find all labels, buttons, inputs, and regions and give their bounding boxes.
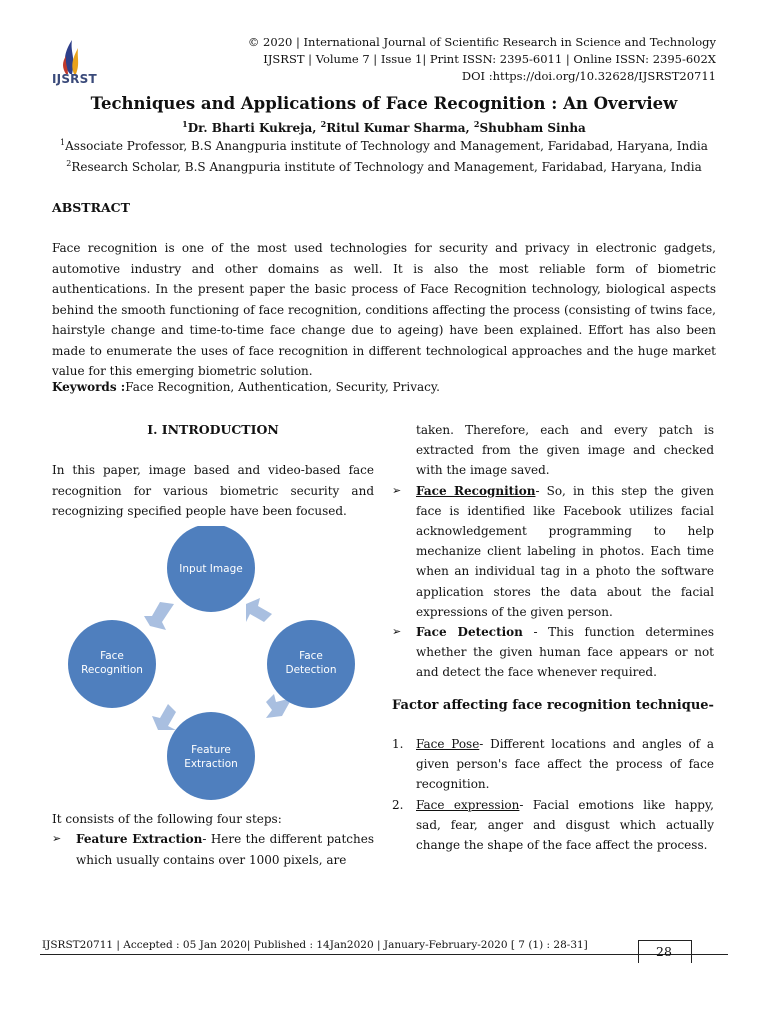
paper-title: Techniques and Applications of Face Recognition : An Overview <box>90 94 678 113</box>
right-column <box>392 420 714 683</box>
author-3: Shubham Sinha <box>479 121 586 135</box>
factor-item-1-text: - Different locations and angles of a given person's face affect the process of face recognition. <box>416 737 714 792</box>
author-1: Dr. Bharti Kukreja, <box>187 121 321 135</box>
header-line-2: IJSRST | Volume 7 | Issue 1| Print ISSN: 2395-6011 | Online ISSN: 2395-602X <box>263 52 716 66</box>
node-face-recognition <box>68 620 156 708</box>
face-recognition-text: - So, in this step the given face is identified like Facebook utilizes facial acknowledgement programming to help mechanize client labeling in photos. Each time when an individual tag in a photo the software application stores the data about the facial expressions of the given person. <box>416 483 715 619</box>
footer-text: IJSRST20711 | Accepted : 05 Jan 2020| Published : 14Jan2020 | January-February-2020 [ 7 (1) : 28-31] <box>42 939 588 951</box>
author-2-sup: 2 <box>320 119 327 129</box>
footer-divider <box>40 954 728 955</box>
affiliation-1-sup: 1 <box>60 138 66 147</box>
feature-extraction-text: - Here the different patches which usually contains over 1000 pixels, are <box>76 832 374 867</box>
steps-intro: It consists of the following four steps: <box>52 812 282 826</box>
node-feature-extraction <box>167 712 255 800</box>
node-feature-extraction-label-2: Extraction <box>184 758 238 770</box>
authors <box>0 119 768 135</box>
author-3-sup: 2 <box>473 119 480 129</box>
factor-item-1 <box>392 734 714 795</box>
arrow-bullet-icon: ➢ <box>52 832 62 845</box>
page-number: 28 <box>656 944 672 959</box>
process-diagram <box>60 526 360 806</box>
factor-item-2-text: - Facial emotions like happy, sad, fear, anger and disgust which actually change the shape of the face affect the process. <box>416 797 714 853</box>
factor-heading: Factor affecting face recognition technique- <box>392 698 714 713</box>
arrow-input-to-detection <box>246 598 272 622</box>
factor-item-2-label: Face expression <box>416 797 520 812</box>
node-face-recognition-label-1: Face <box>100 650 124 662</box>
affiliation-2 <box>0 159 768 174</box>
feature-extraction-continued: taken. Therefore, each and every patch is extracted from the given image and checked with the image saved. <box>416 423 714 478</box>
intro-paragraph: In this paper, image based and video-based face recognition for various biometric security and recognizing specified people have been focused. <box>52 463 374 518</box>
feature-extraction-label: Feature Extraction <box>76 832 203 846</box>
node-input-image <box>167 526 255 612</box>
face-detection-label: Face Detection <box>416 625 523 640</box>
factor-item-2 <box>392 795 714 856</box>
abstract-heading: ABSTRACT <box>52 200 130 215</box>
factor-item-2-number: 2. <box>392 797 404 812</box>
arrow-bullet-icon: ➢ <box>392 483 402 497</box>
node-face-detection-label-1: Face <box>299 650 323 662</box>
journal-header <box>248 34 716 85</box>
affiliation-1-text: Associate Professor, B.S Anangpuria institute of Technology and Management, Faridabad, Haryana, India <box>65 139 708 153</box>
node-input-image-label: Input Image <box>179 563 243 575</box>
abstract-text: Face recognition is one of the most used technologies for security and privacy in electronic gadgets, automotive industry and other domains as well. It is also the most reliable form of biometric authentications. In the present paper the basic process of Face Recognition technology, biological aspects behind the smooth functioning of face recognition, conditions affecting the process (consisting of twins face, hairstyle change and time-to-time face change due to ageing) have been explained. Effort has also been made to enumerate the uses of face recognition in different technological approaches and the huge market value for this emerging biometric solution. <box>52 241 716 378</box>
logo-text: IJSRST <box>52 72 97 86</box>
affiliation-1 <box>0 138 768 153</box>
node-feature-extraction-label-1: Feature <box>191 744 231 756</box>
node-face-detection-label-2: Detection <box>285 664 337 676</box>
author-1-sup: 1 <box>182 119 188 129</box>
arrow-bullet-icon: ➢ <box>392 625 402 639</box>
arrow-extraction-to-recognition <box>152 704 176 730</box>
header-line-3: DOI :https://doi.org/10.32628/IJSRST20711 <box>461 69 716 83</box>
factor-item-1-number: 1. <box>392 737 404 751</box>
flame-logo-icon <box>52 36 114 76</box>
step-feature-extraction <box>52 829 374 870</box>
node-face-detection <box>267 620 355 708</box>
face-recognition-label: Face Recognition <box>416 483 536 498</box>
affiliation-2-text: Research Scholar, B.S Anangpuria institute of Technology and Management, Faridabad, Haryana, India <box>71 160 702 174</box>
affiliation-2-sup: 2 <box>66 159 72 168</box>
factor-item-1-label: Face Pose <box>416 737 480 751</box>
keywords-label: Keywords : <box>52 380 126 394</box>
keywords-text: Face Recognition, Authentication, Security, Privacy. <box>125 380 440 394</box>
arrow-recognition-to-input <box>144 602 174 630</box>
face-detection-text: - This function determines whether the given human face appears or not and detect the face whenever required. <box>416 625 714 680</box>
header-line-1: © 2020 | International Journal of Scientific Research in Science and Technology <box>247 35 716 49</box>
factor-list <box>392 734 714 855</box>
step-face-detection <box>392 622 714 683</box>
step-face-recognition <box>392 481 714 622</box>
keywords <box>52 380 440 394</box>
journal-logo <box>52 36 114 92</box>
author-2: Ritul Kumar Sharma, <box>326 121 474 135</box>
intro-heading: I. INTRODUCTION <box>147 422 279 437</box>
node-face-recognition-label-2: Recognition <box>81 664 143 676</box>
